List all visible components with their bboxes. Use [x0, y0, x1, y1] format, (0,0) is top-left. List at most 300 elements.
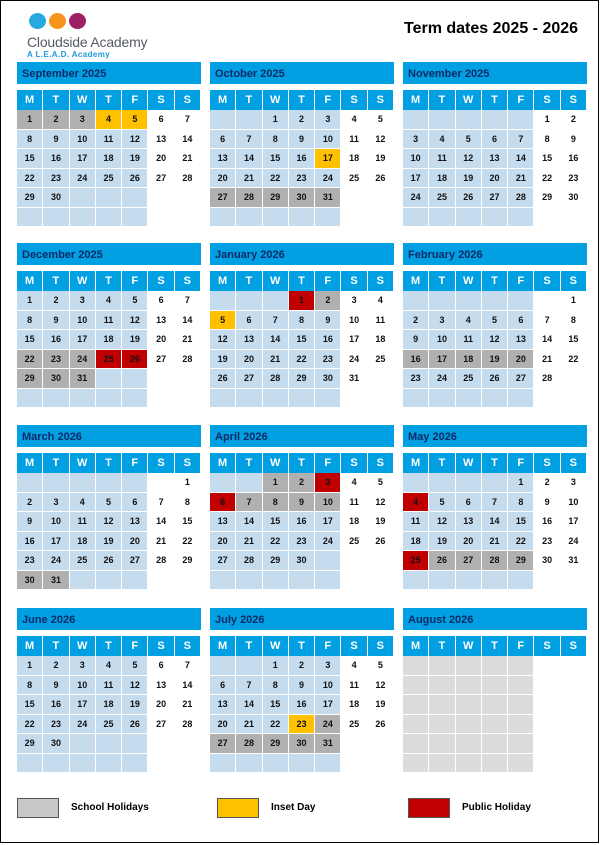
- day-cell: 22: [263, 715, 289, 735]
- weekday-label: M: [17, 453, 43, 473]
- empty-day-cell: [561, 715, 587, 735]
- day-cell: 23: [289, 715, 315, 735]
- empty-day-cell: [148, 389, 174, 409]
- day-cell: 31: [43, 571, 69, 591]
- day-cell: 7: [175, 656, 201, 676]
- empty-day-cell: [561, 695, 587, 715]
- day-cell: 20: [508, 350, 534, 370]
- day-cell: 30: [43, 369, 69, 389]
- day-cell: 3: [70, 110, 96, 130]
- day-cell: 5: [122, 110, 148, 130]
- weekday-label: F: [315, 636, 341, 656]
- empty-day-cell: [315, 754, 341, 774]
- day-cell: 11: [96, 311, 122, 331]
- day-cell: 16: [289, 695, 315, 715]
- day-cell: 5: [368, 110, 394, 130]
- day-cell: 25: [368, 350, 394, 370]
- day-cell: 9: [43, 130, 69, 150]
- day-cell: 22: [561, 350, 587, 370]
- day-cell: 18: [96, 149, 122, 169]
- day-cell: 29: [289, 369, 315, 389]
- day-cell: 6: [148, 110, 174, 130]
- day-cell: 27: [236, 369, 262, 389]
- empty-day-cell: [175, 208, 201, 228]
- day-cell: 13: [148, 676, 174, 696]
- day-cell: 2: [43, 110, 69, 130]
- day-cell: 28: [236, 551, 262, 571]
- empty-day-cell: [508, 291, 534, 311]
- legend-label-inset: Inset Day: [271, 802, 316, 813]
- empty-day-cell: [70, 188, 96, 208]
- day-cell: 18: [96, 330, 122, 350]
- empty-day-cell: [482, 656, 508, 676]
- empty-day-cell: [508, 734, 534, 754]
- month-title: September 2025: [17, 62, 201, 84]
- day-cell: 14: [148, 512, 174, 532]
- weekday-label: W: [70, 271, 96, 291]
- weekday-label: T: [236, 636, 262, 656]
- day-cell: 13: [456, 512, 482, 532]
- day-cell: 2: [289, 110, 315, 130]
- empty-day-cell: [368, 389, 394, 409]
- day-cell: 23: [289, 532, 315, 552]
- day-cell: 4: [70, 493, 96, 513]
- day-cell: 30: [534, 551, 560, 571]
- empty-day-cell: [508, 110, 534, 130]
- empty-day-cell: [561, 208, 587, 228]
- weekday-label: S: [148, 90, 174, 110]
- month-title: July 2026: [210, 608, 394, 630]
- empty-day-cell: [175, 369, 201, 389]
- empty-day-cell: [70, 473, 96, 493]
- logo-dot-blue: [29, 13, 46, 29]
- day-cell: 23: [534, 532, 560, 552]
- day-cell: 12: [368, 676, 394, 696]
- weekday-label: M: [403, 271, 429, 291]
- day-cell: 29: [175, 551, 201, 571]
- day-cell: 8: [263, 676, 289, 696]
- day-cell: 20: [148, 695, 174, 715]
- day-cell: 28: [175, 169, 201, 189]
- empty-day-cell: [534, 208, 560, 228]
- day-cell: 11: [96, 130, 122, 150]
- empty-day-cell: [561, 656, 587, 676]
- day-cell: 14: [175, 676, 201, 696]
- day-cell: 27: [122, 551, 148, 571]
- empty-day-cell: [341, 734, 367, 754]
- weekday-label: S: [368, 636, 394, 656]
- day-cell: 3: [315, 656, 341, 676]
- day-cell: 6: [148, 291, 174, 311]
- empty-day-cell: [148, 571, 174, 591]
- empty-day-cell: [429, 656, 455, 676]
- day-cell: 9: [289, 493, 315, 513]
- weekday-label: S: [534, 636, 560, 656]
- day-cell: 10: [561, 493, 587, 513]
- empty-day-cell: [289, 754, 315, 774]
- day-grid: [17, 110, 201, 227]
- day-cell: 3: [561, 473, 587, 493]
- day-cell: 27: [508, 369, 534, 389]
- month-title: June 2026: [17, 608, 201, 630]
- day-grid: [17, 291, 201, 408]
- weekday-label: S: [561, 271, 587, 291]
- day-cell: 25: [403, 551, 429, 571]
- empty-day-cell: [508, 571, 534, 591]
- empty-day-cell: [456, 656, 482, 676]
- empty-day-cell: [70, 208, 96, 228]
- day-cell: 5: [456, 130, 482, 150]
- weekday-label: W: [456, 636, 482, 656]
- weekday-label: T: [289, 90, 315, 110]
- legend-label-public: Public Holiday: [462, 802, 531, 813]
- empty-day-cell: [175, 754, 201, 774]
- weekday-label: F: [508, 90, 534, 110]
- weekday-label: S: [341, 271, 367, 291]
- empty-day-cell: [508, 208, 534, 228]
- day-cell: 14: [482, 512, 508, 532]
- day-cell: 2: [403, 311, 429, 331]
- weekday-label: F: [315, 90, 341, 110]
- day-cell: 12: [429, 512, 455, 532]
- empty-day-cell: [263, 389, 289, 409]
- day-cell: 25: [96, 169, 122, 189]
- empty-day-cell: [210, 291, 236, 311]
- day-cell: 19: [368, 149, 394, 169]
- day-cell: 22: [175, 532, 201, 552]
- day-cell: 3: [403, 130, 429, 150]
- day-cell: 28: [148, 551, 174, 571]
- weekday-label: T: [43, 90, 69, 110]
- empty-day-cell: [482, 291, 508, 311]
- weekday-label: S: [534, 271, 560, 291]
- day-cell: 26: [122, 350, 148, 370]
- weekday-label: F: [315, 271, 341, 291]
- weekday-label: M: [210, 453, 236, 473]
- day-cell: 26: [210, 369, 236, 389]
- weekday-header: [403, 90, 587, 110]
- day-cell: 31: [341, 369, 367, 389]
- day-cell: 21: [175, 695, 201, 715]
- empty-day-cell: [96, 369, 122, 389]
- day-cell: 22: [508, 532, 534, 552]
- day-cell: 11: [70, 512, 96, 532]
- empty-day-cell: [96, 473, 122, 493]
- day-cell: 3: [315, 473, 341, 493]
- empty-day-cell: [210, 473, 236, 493]
- day-cell: 27: [482, 188, 508, 208]
- day-cell: 13: [210, 512, 236, 532]
- empty-day-cell: [534, 676, 560, 696]
- empty-day-cell: [456, 389, 482, 409]
- empty-day-cell: [148, 208, 174, 228]
- day-cell: 6: [210, 676, 236, 696]
- weekday-header: [17, 90, 201, 110]
- empty-day-cell: [70, 571, 96, 591]
- day-cell: 7: [508, 130, 534, 150]
- empty-day-cell: [429, 676, 455, 696]
- weekday-label: F: [508, 271, 534, 291]
- day-cell: 25: [96, 715, 122, 735]
- empty-day-cell: [70, 734, 96, 754]
- weekday-label: S: [534, 90, 560, 110]
- day-cell: 9: [289, 130, 315, 150]
- empty-day-cell: [315, 208, 341, 228]
- day-cell: 16: [289, 512, 315, 532]
- empty-day-cell: [534, 715, 560, 735]
- day-cell: 18: [341, 695, 367, 715]
- day-cell: 12: [210, 330, 236, 350]
- day-cell: 11: [368, 311, 394, 331]
- weekday-label: W: [456, 90, 482, 110]
- day-cell: 9: [315, 311, 341, 331]
- empty-day-cell: [236, 291, 262, 311]
- empty-day-cell: [561, 676, 587, 696]
- empty-day-cell: [456, 110, 482, 130]
- day-cell: 24: [341, 350, 367, 370]
- day-cell: 7: [148, 493, 174, 513]
- day-cell: 22: [263, 532, 289, 552]
- logo-name: Cloudside Academy: [27, 34, 148, 50]
- empty-day-cell: [403, 110, 429, 130]
- day-cell: 20: [148, 330, 174, 350]
- day-cell: 21: [263, 350, 289, 370]
- empty-day-cell: [429, 208, 455, 228]
- day-cell: 14: [508, 149, 534, 169]
- day-cell: 19: [122, 695, 148, 715]
- day-cell: 8: [263, 493, 289, 513]
- month-february-2026: [403, 243, 587, 408]
- empty-day-cell: [175, 389, 201, 409]
- day-cell: 16: [403, 350, 429, 370]
- empty-day-cell: [43, 754, 69, 774]
- empty-day-cell: [482, 473, 508, 493]
- day-cell: 16: [561, 149, 587, 169]
- day-cell: 10: [315, 130, 341, 150]
- weekday-label: W: [70, 636, 96, 656]
- day-cell: 4: [456, 311, 482, 331]
- month-september-2025: [17, 62, 201, 227]
- empty-day-cell: [482, 110, 508, 130]
- empty-day-cell: [210, 754, 236, 774]
- weekday-label: S: [175, 90, 201, 110]
- empty-day-cell: [175, 571, 201, 591]
- weekday-header: [403, 636, 587, 656]
- day-cell: 29: [508, 551, 534, 571]
- day-cell: 18: [429, 169, 455, 189]
- weekday-label: W: [263, 271, 289, 291]
- weekday-label: S: [341, 453, 367, 473]
- day-cell: 10: [70, 130, 96, 150]
- empty-day-cell: [508, 656, 534, 676]
- day-cell: 15: [17, 330, 43, 350]
- weekday-label: T: [43, 271, 69, 291]
- empty-day-cell: [236, 208, 262, 228]
- day-cell: 2: [43, 291, 69, 311]
- day-cell: 28: [236, 188, 262, 208]
- weekday-label: M: [210, 636, 236, 656]
- day-grid: [210, 110, 394, 227]
- weekday-label: F: [122, 636, 148, 656]
- day-cell: 3: [341, 291, 367, 311]
- day-cell: 16: [43, 330, 69, 350]
- day-cell: 17: [70, 330, 96, 350]
- day-grid: [210, 291, 394, 408]
- weekday-label: S: [341, 636, 367, 656]
- day-cell: 21: [236, 715, 262, 735]
- empty-day-cell: [508, 389, 534, 409]
- day-cell: 3: [315, 110, 341, 130]
- empty-day-cell: [429, 473, 455, 493]
- day-cell: 18: [341, 149, 367, 169]
- empty-day-cell: [148, 369, 174, 389]
- empty-day-cell: [561, 734, 587, 754]
- empty-day-cell: [429, 389, 455, 409]
- empty-day-cell: [236, 389, 262, 409]
- empty-day-cell: [482, 754, 508, 774]
- empty-day-cell: [403, 291, 429, 311]
- day-cell: 27: [456, 551, 482, 571]
- empty-day-cell: [403, 389, 429, 409]
- empty-day-cell: [263, 208, 289, 228]
- day-cell: 4: [341, 110, 367, 130]
- day-cell: 6: [456, 493, 482, 513]
- day-cell: 7: [482, 493, 508, 513]
- day-cell: 28: [534, 369, 560, 389]
- day-cell: 8: [263, 130, 289, 150]
- day-cell: 12: [456, 149, 482, 169]
- day-cell: 23: [315, 350, 341, 370]
- weekday-label: S: [175, 271, 201, 291]
- empty-day-cell: [482, 389, 508, 409]
- weekday-label: T: [236, 271, 262, 291]
- day-cell: 15: [534, 149, 560, 169]
- month-august-2026: [403, 608, 587, 773]
- empty-day-cell: [508, 676, 534, 696]
- empty-day-cell: [263, 754, 289, 774]
- weekday-label: M: [17, 90, 43, 110]
- day-cell: 29: [534, 188, 560, 208]
- day-cell: 8: [17, 676, 43, 696]
- day-cell: 13: [122, 512, 148, 532]
- empty-day-cell: [429, 291, 455, 311]
- empty-day-cell: [315, 551, 341, 571]
- day-cell: 9: [43, 676, 69, 696]
- day-cell: 18: [96, 695, 122, 715]
- weekday-label: T: [429, 453, 455, 473]
- weekday-header: [17, 271, 201, 291]
- day-cell: 31: [70, 369, 96, 389]
- day-cell: 26: [368, 715, 394, 735]
- day-cell: 11: [96, 676, 122, 696]
- day-grid: [403, 473, 587, 590]
- empty-day-cell: [456, 676, 482, 696]
- empty-day-cell: [17, 389, 43, 409]
- day-cell: 6: [148, 656, 174, 676]
- day-cell: 9: [43, 311, 69, 331]
- day-cell: 23: [289, 169, 315, 189]
- day-cell: 5: [122, 291, 148, 311]
- day-cell: 26: [96, 551, 122, 571]
- empty-day-cell: [341, 389, 367, 409]
- empty-day-cell: [96, 389, 122, 409]
- day-cell: 20: [236, 350, 262, 370]
- empty-day-cell: [368, 208, 394, 228]
- day-cell: 11: [429, 149, 455, 169]
- day-grid: [403, 656, 587, 773]
- day-cell: 22: [289, 350, 315, 370]
- day-cell: 1: [508, 473, 534, 493]
- empty-day-cell: [43, 389, 69, 409]
- day-cell: 21: [236, 532, 262, 552]
- empty-day-cell: [403, 754, 429, 774]
- day-cell: 24: [70, 350, 96, 370]
- day-cell: 25: [429, 188, 455, 208]
- day-cell: 17: [429, 350, 455, 370]
- day-cell: 5: [96, 493, 122, 513]
- day-cell: 11: [341, 493, 367, 513]
- weekday-header: [403, 271, 587, 291]
- empty-day-cell: [429, 110, 455, 130]
- weekday-header: [210, 271, 394, 291]
- day-cell: 26: [368, 532, 394, 552]
- day-cell: 23: [403, 369, 429, 389]
- day-cell: 28: [482, 551, 508, 571]
- empty-day-cell: [534, 656, 560, 676]
- empty-day-cell: [561, 389, 587, 409]
- empty-day-cell: [148, 188, 174, 208]
- day-cell: 5: [368, 473, 394, 493]
- day-cell: 9: [17, 512, 43, 532]
- day-cell: 22: [263, 169, 289, 189]
- empty-day-cell: [148, 734, 174, 754]
- day-cell: 21: [508, 169, 534, 189]
- empty-day-cell: [210, 389, 236, 409]
- day-cell: 17: [315, 149, 341, 169]
- weekday-label: S: [561, 636, 587, 656]
- day-cell: 20: [122, 532, 148, 552]
- day-grid: [17, 656, 201, 773]
- day-cell: 24: [429, 369, 455, 389]
- month-october-2025: [210, 62, 394, 227]
- day-cell: 11: [341, 676, 367, 696]
- day-cell: 18: [456, 350, 482, 370]
- empty-day-cell: [210, 110, 236, 130]
- day-cell: 6: [210, 130, 236, 150]
- weekday-label: S: [341, 90, 367, 110]
- empty-day-cell: [368, 734, 394, 754]
- weekday-label: T: [236, 90, 262, 110]
- day-cell: 1: [289, 291, 315, 311]
- weekday-label: T: [482, 453, 508, 473]
- weekday-label: T: [96, 636, 122, 656]
- day-grid: [210, 656, 394, 773]
- day-cell: 29: [17, 369, 43, 389]
- empty-day-cell: [96, 188, 122, 208]
- day-cell: 30: [289, 734, 315, 754]
- weekday-label: T: [289, 636, 315, 656]
- month-april-2026: [210, 425, 394, 590]
- empty-day-cell: [122, 188, 148, 208]
- day-cell: 27: [210, 734, 236, 754]
- weekday-label: F: [508, 636, 534, 656]
- day-cell: 25: [341, 169, 367, 189]
- weekday-header: [210, 453, 394, 473]
- empty-day-cell: [236, 110, 262, 130]
- day-cell: 23: [43, 715, 69, 735]
- day-cell: 19: [482, 350, 508, 370]
- day-cell: 17: [315, 695, 341, 715]
